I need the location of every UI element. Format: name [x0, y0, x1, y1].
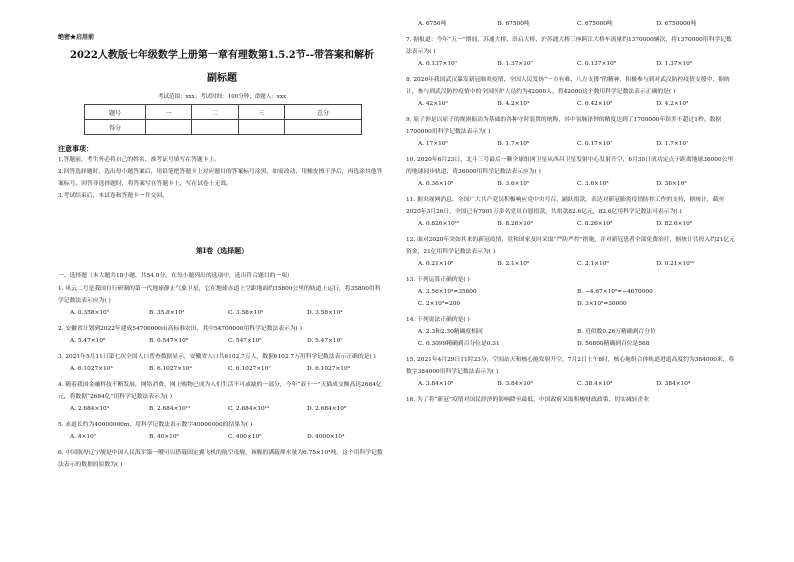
option: C. 2×10²=200	[418, 301, 461, 307]
option: B. 3.6×10⁵	[497, 181, 530, 187]
question-stem: 12. 面对2020年突如其来的新冠疫情，党和国家及时采取“严防严控”措施，并对新冠患者全部免费治疗，据统计共投入约21亿元资金，21亿用科学记数法表示为( )	[406, 237, 735, 255]
question-stem: 5. 赤道长约为40000000m，用科学记数法表示数字40000000的结果为( )	[58, 422, 253, 428]
notice-item: 1.答题前，考生务必将自己的姓名、准考证号填写在答题卡上。	[58, 157, 221, 163]
option: A. 3.84×10⁵	[418, 381, 454, 387]
option: B. 1.37×10⁷	[497, 61, 533, 67]
option: C. 547×10⁵	[228, 338, 262, 344]
score-header-cell: 一	[146, 105, 192, 120]
score-header-cell: 二	[192, 105, 238, 120]
option: B. 2.684×10¹¹	[149, 406, 191, 412]
option: D. 3.58×10⁴	[307, 310, 343, 316]
notice-item: 3.考试结束后，本试卷和答题卡一并交回。	[58, 193, 168, 199]
question-stem: 1. 风云二号是我国自行研制的第一代地球静止气象卫星，它在地球赤道上空距地面约35800公里的轨道上运行，将35800用科学记数法表示应为( )	[58, 286, 381, 304]
question-5	[58, 419, 386, 443]
option: D. 6750000吨	[656, 21, 697, 27]
question-options	[58, 307, 386, 319]
option: A. 6750吨	[418, 21, 447, 27]
score-row-label: 得分	[85, 120, 146, 135]
question-16	[406, 394, 736, 406]
option: A. 0.358×10⁵	[70, 310, 110, 316]
option: D. 2.684×10⁸	[307, 406, 347, 412]
option: D. 4.2×10³	[656, 101, 689, 107]
option: D. 384×10⁴	[656, 381, 691, 387]
question-stem: 2. 安徽省计划到2022年建成54700000亩高标准农田，其中54700000用科学记数法表示为( )	[58, 326, 303, 332]
question-1	[58, 283, 386, 319]
document-subtitle: 副标题	[207, 73, 237, 84]
option: C. 2.684×10¹²	[228, 406, 270, 412]
question-stem: 4. 随着我国金融科技不断发展，网络消费、网上购物已成为人们生活不可或缺的一部分，今年“双十一”天猫成交额高达2684亿元，将数据“2684亿”用科学记数法表示为( )	[58, 382, 382, 400]
question-options	[406, 98, 736, 110]
option: B. 近似数0.26万精确到百分位	[577, 329, 656, 335]
question-7	[406, 34, 736, 70]
option: A. 0.36×10⁵	[418, 181, 454, 187]
question-stem: 13. 下列运算正确的是( )	[406, 277, 470, 283]
question-stem: 14. 下列说法正确的是( )	[406, 317, 470, 323]
score-cell	[284, 120, 361, 135]
option: D. 56800精确到百位是568	[577, 341, 650, 347]
notice-item: 2.回答选择题时，选出每小题答案后，用铅笔把答题卡上对应题目的答案标号涂黑。如需改动，用橡皮擦干净后，再选涂其他答案标号。回答非选择题时，将答案写在答题卡上，写在试卷上无效。	[58, 169, 383, 187]
question-options	[58, 431, 386, 443]
volume-heading: 第I卷（选择题）	[195, 246, 249, 255]
option: B. 40×10⁶	[149, 434, 179, 440]
option: A. 17×10⁵	[418, 141, 448, 147]
option: D. 82.6×10⁸	[656, 221, 693, 227]
option: B. 0.547×10⁸	[149, 338, 189, 344]
option: D. 5.47×10⁷	[307, 338, 343, 344]
score-header-cell: 三	[238, 105, 284, 120]
question-stem: 16. 为了将“新冠”疫情对国民经济的影响降至最低，中国政府采取积极财政政策，切实减轻企业	[406, 397, 650, 403]
question-stem: 6. 中国航母辽宁舰是中国人民海军第一艘可以搭载固定翼飞机的航空母舰，该舰的满载排水量为6.75×10⁴吨，这个用科学记数法表示的数据的原数为( )	[58, 450, 383, 468]
option: C. 0.17×10⁷	[577, 141, 613, 147]
question-14	[406, 314, 736, 350]
option: A. 0.21×10⁸	[418, 261, 454, 267]
option: C. 3.6×10⁴	[577, 181, 609, 187]
score-header-cell: 题号	[85, 105, 146, 120]
question-10	[406, 154, 736, 190]
exam-info: 考试范围：xxx；考试时间：100分钟；命题人：xxx	[157, 94, 287, 100]
option: B. 2.1×10⁸	[497, 261, 530, 267]
option: A. 2.684×10³	[70, 406, 110, 412]
question-12	[406, 234, 736, 270]
question-options	[406, 58, 736, 70]
option: D. 4000×10⁴	[307, 434, 345, 440]
question-options	[58, 403, 386, 415]
option: C. 0.137×10⁶	[577, 61, 617, 67]
question-9	[406, 114, 736, 150]
right-column	[406, 18, 736, 406]
question-4	[58, 379, 386, 415]
question-stem: 9. 原子钟是以原子的规则振动为基础的各种守时装置的统称，其中氢脉泽钟的精度达到了1700000年误差不超过1秒。数据1700000用科学记数法表示为( )	[406, 117, 722, 135]
question-options	[406, 378, 736, 390]
question-options	[406, 138, 736, 150]
option: C. 0.42×10⁵	[577, 101, 613, 107]
option: D. 6.1027×10⁸	[307, 366, 350, 372]
question-11	[406, 194, 736, 230]
score-table-header-row	[85, 105, 362, 120]
option: A. 5.47×10⁸	[70, 338, 106, 344]
option: C. 675000吨	[577, 21, 613, 27]
question-6	[58, 447, 386, 471]
question-8	[406, 74, 736, 110]
option: B. 6.1027×10⁴	[149, 366, 192, 372]
option: A. 0.137×10⁷	[418, 61, 458, 67]
option: A. 0.826×10¹⁰	[418, 221, 460, 227]
question-13	[406, 274, 736, 310]
secret-mark: 绝密★启用前	[58, 34, 95, 41]
question-2	[58, 323, 386, 347]
option: B. −4.67×10⁶=−4670000	[577, 289, 653, 295]
question-options	[406, 286, 736, 310]
option: B. 35.8×10³	[149, 310, 185, 316]
score-table	[84, 104, 362, 135]
option: D. 0.21×10¹⁰	[656, 261, 695, 267]
question-stem: 3. 2021年5月11日第七次全国人口普查数据显示，安徽省人口共6102.7万人，数据6102.7万用科学记数法表示正确的是( )	[58, 354, 376, 360]
score-cell	[146, 120, 192, 135]
option: B. 4.2×10⁴	[497, 101, 530, 107]
option: B. 67500吨	[497, 21, 530, 27]
question-options	[406, 326, 736, 350]
option: A. 42×10³	[418, 101, 448, 107]
option: D. 36×10³	[656, 181, 687, 187]
score-cell	[192, 120, 238, 135]
option: C. 6.1027×10⁷	[228, 366, 271, 372]
score-table-row	[85, 120, 362, 135]
option: B. 1.7×10⁶	[497, 141, 530, 147]
question-stem: 11. 据央视网消息，全国广大共产党员积极响应党中央号召，踊跃捐款，表达对新冠肺炎疫情防控工作的支持，据统计，截至2020年3月26日，全国已有7901万多名党员自愿捐款，共捐款82.6亿元，82.6亿用科学记数法可表示为( )	[406, 197, 725, 215]
question-options	[58, 335, 386, 347]
question-3	[58, 351, 386, 375]
question-6-options	[406, 18, 736, 30]
left-column	[58, 14, 386, 471]
option: C. 38.4×10⁴	[577, 381, 613, 387]
option: B. 8.26×10⁹	[497, 221, 533, 227]
question-options	[58, 363, 386, 375]
question-options	[406, 258, 736, 270]
option: A. 3.56×10⁴=35600	[418, 289, 477, 295]
option: C. 2.1×10⁹	[577, 261, 609, 267]
option: D. 1.37×10⁶	[656, 61, 693, 67]
question-stem: 10. 2020年6月23日，北斗三号最后一颗全球组网卫星从西昌卫星发射中心发射升空，6月30日成功定点于距离地球36000公里的地球同步轨道，将36000用科学记数法表示应为( )	[406, 157, 734, 175]
question-stem: 15. 2021年4月29日11时23分，空间站天和核心舱发射升空，7月2日上午8时，核心舱组合体轨道进道高度约为384000米，将数字384000用科学记数法表示为( )	[406, 357, 735, 375]
option: C. 400×10⁵	[228, 434, 262, 440]
option: D. 3×10⁵=30000	[577, 301, 627, 307]
option: D. 1.7×10⁷	[656, 141, 689, 147]
option: B. 3.84×10⁶	[497, 381, 533, 387]
option: A. 4×10⁷	[70, 434, 97, 440]
question-options	[406, 178, 736, 190]
section-heading: 一、选择题（本大题共18小题，共54.0分。在每小题列出的选项中，选出符合题目的一项）	[58, 273, 293, 279]
question-options	[406, 218, 736, 230]
notice-heading: 注意事项：	[58, 144, 93, 153]
question-stem: 8. 2020年我国武汉暴发新冠肺炎疫情，全国人民发扬“一方有难、八方支援”的精神，积极参与到对武汉防控疫情支援中，据统计，参与到武汉防控疫情中的全国医护人员约为42000人，将42000这个数用科学记数法表示正确的是( )	[406, 77, 730, 95]
question-15	[406, 354, 736, 390]
option: C. 0.3099精确到百分位是0.31	[418, 341, 500, 347]
option: C. 8.26×10⁸	[577, 221, 613, 227]
option: A. 2.3和2.30精确度相同	[418, 329, 483, 335]
document-title: 2022人教版七年级数学上册第一章有理数第1.5.2节--带答案和解析	[70, 50, 374, 61]
option: A. 6.1027×10³	[70, 366, 113, 372]
score-header-cell: 总分	[284, 105, 361, 120]
score-cell	[238, 120, 284, 135]
question-stem: 7. 据报道：今年“五一”期间，苏通大桥、崇启大桥、沪苏通大桥三座跨江大桥车流量约1370000辆次，将1370000用科学记数法表示为( )	[406, 37, 732, 55]
option: C. 3.58×10⁵	[228, 310, 264, 316]
